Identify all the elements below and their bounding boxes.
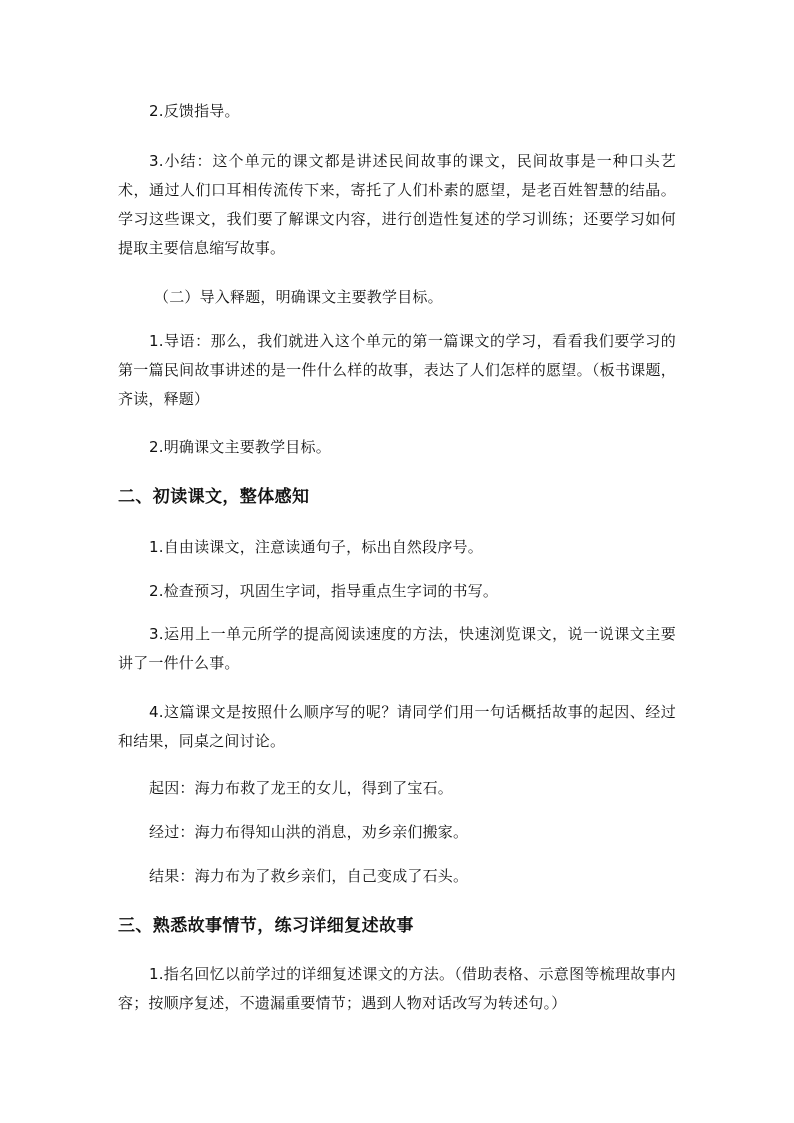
heading-section-3: 三、熟悉故事情节，练习详细复述故事 bbox=[118, 916, 414, 936]
paragraph-section-intro: （二）导入释题，明确课文主要教学目标。 bbox=[154, 288, 443, 306]
paragraph-result: 结果：海力布为了救乡亲们，自己变成了石头。 bbox=[149, 867, 469, 885]
paragraph-preview-check: 2.检查预习，巩固生字词，指导重点生字词的书写。 bbox=[149, 582, 499, 600]
paragraph-lead-in: 1.导语：那么，我们就进入这个单元的第一篇课文的学习，看看我们要学习的第一篇民间故事讲述的是一件什么样的故事，表达了人们怎样的愿望。（板书课题，齐读，释题） bbox=[118, 332, 676, 408]
paragraph-cause: 起因：海力布救了龙王的女儿，得到了宝石。 bbox=[149, 779, 454, 797]
paragraph-retelling-methods: 1.指名回忆以前学过的详细复述课文的方法。（借助表格、示意图等梳理故事内容；按顺序复述，不遗漏重要情节；遇到人物对话改写为转述句。） bbox=[118, 965, 676, 1012]
paragraph-process: 经过：海力布得知山洪的消息，劝乡亲们搬家。 bbox=[149, 823, 469, 841]
paragraph-summary: 3.小结：这个单元的课文都是讲述民间故事的课文，民间故事是一种口头艺术，通过人们口耳相传流传下来，寄托了人们朴素的愿望，是老百姓智慧的结晶。学习这些课文，我们要了解课文内容，进行创造性复述的学习训练；还要学习如何提取主要信息缩写故事。 bbox=[118, 152, 676, 257]
heading-section-2: 二、初读课文，整体感知 bbox=[118, 487, 310, 507]
paragraph-speed-reading: 3.运用上一单元所学的提高阅读速度的方法，快速浏览课文，说一说课文主要讲了一件什么事。 bbox=[118, 625, 676, 672]
paragraph-free-reading: 1.自由读课文，注意读通句子，标出自然段序号。 bbox=[149, 538, 483, 556]
paragraph-order-question: 4.这篇课文是按照什么顺序写的呢？请同学们用一句话概括故事的起因、经过和结果，同桌之间讨论。 bbox=[118, 703, 676, 750]
paragraph-goals: 2.明确课文主要教学目标。 bbox=[149, 438, 331, 456]
paragraph-feedback: 2.反馈指导。 bbox=[149, 102, 240, 120]
